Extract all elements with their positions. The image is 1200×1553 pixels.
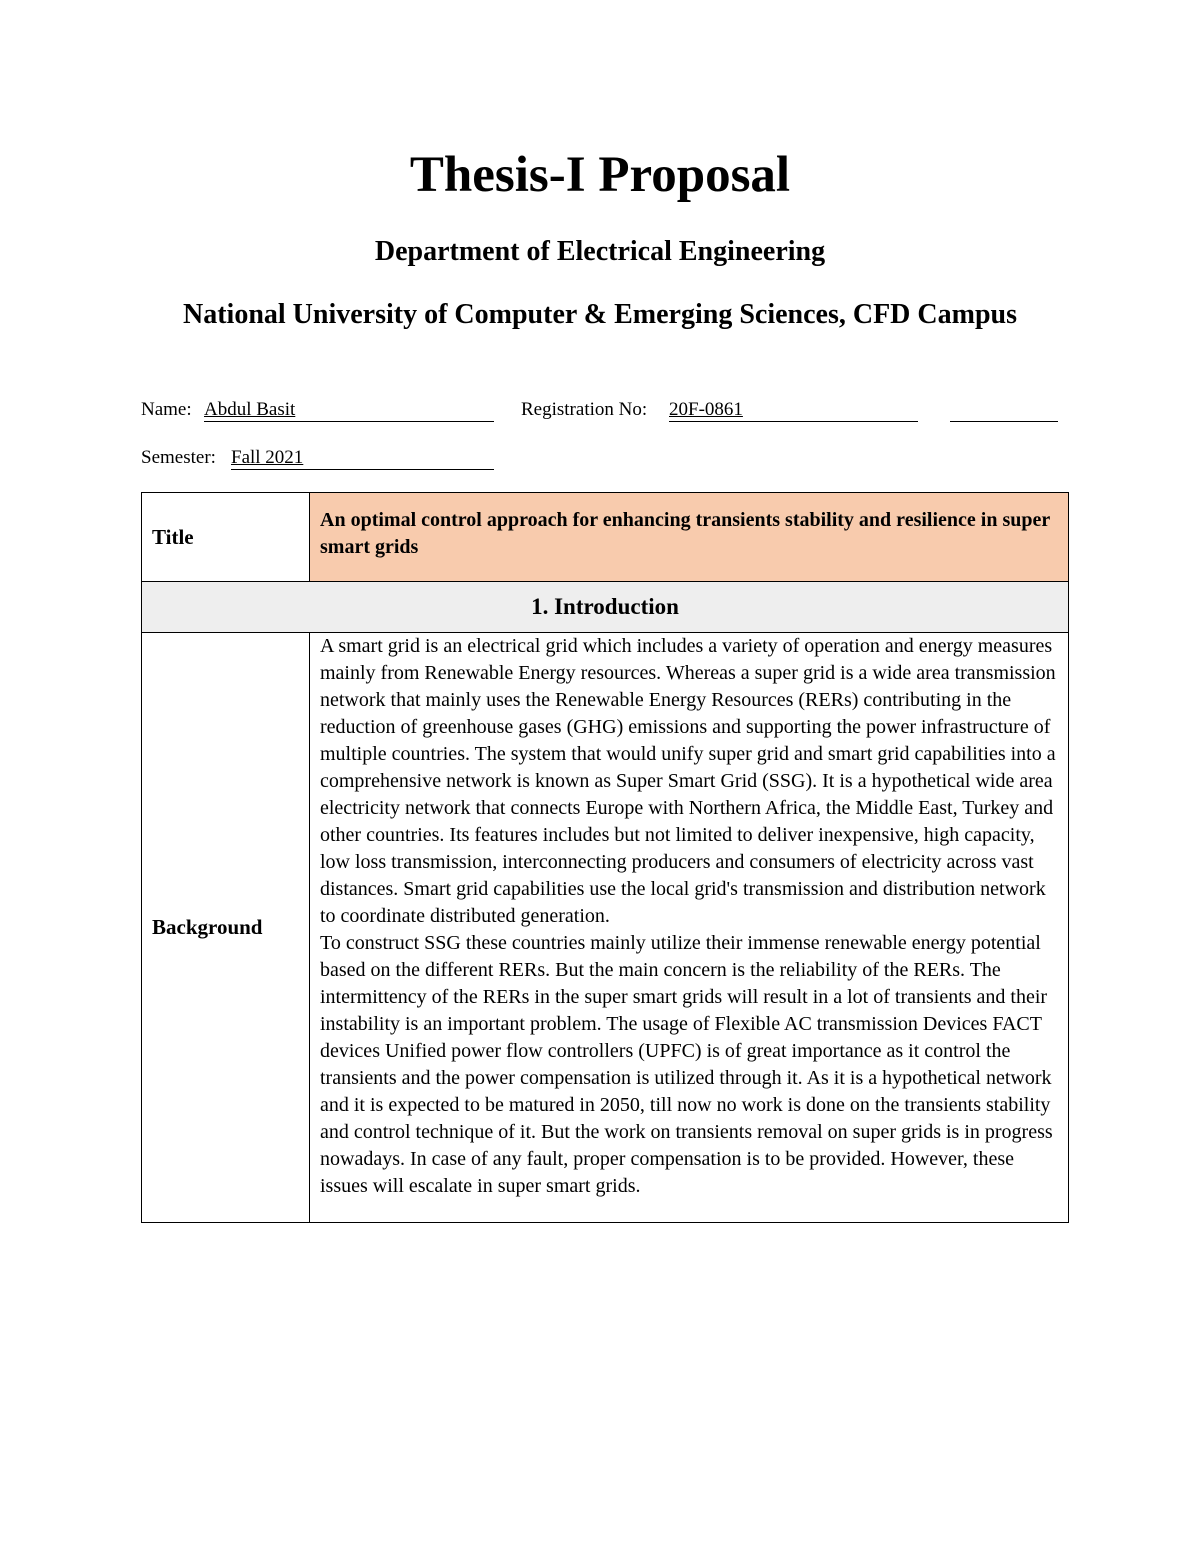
name-label: Name:	[141, 399, 192, 420]
name-field	[141, 398, 192, 422]
semester-value: Fall 2021	[231, 446, 494, 470]
blank-underline	[950, 420, 1058, 422]
background-paragraph: To construct SSG these countries mainly utilize their immense renewable energy potential based on the different RERs. But the main concern is the reliability of the RERs. The intermittency of the RERs in the super smart grids will result in a lot of transients and their instability is an important problem. The usage of Flexible AC transmission Devices FACT devices Unified power flow controllers (UPFC) is of great importance as it control the transients and the power compensation is utilized through it. As it is a hypothetical network and it is expected to be matured in 2050, till now no work is done on the transients stability and control technique of it. But the work on transients removal on super grids is in progress nowadays. In case of any fault, proper compensation is to be provided. However, these issues will escalate in super smart grids.	[320, 932, 1053, 1197]
proposal-table	[141, 492, 1069, 1223]
background-row	[142, 633, 1069, 1223]
title-row	[142, 493, 1069, 582]
background-text	[310, 633, 1069, 1223]
semester-label: Semester:	[141, 447, 216, 468]
section-heading-introduction: 1. Introduction	[142, 582, 1069, 633]
document-title: Thesis-I Proposal	[409, 147, 791, 203]
title-label: Title	[142, 493, 310, 582]
title-value: An optimal control approach for enhancing transients stability and resilience in super smart grids	[310, 493, 1069, 582]
background-paragraph: A smart grid is an electrical grid which includes a variety of operation and energy measures mainly from Renewable Energy resources. Whereas a super grid is a wide area transmission network that mainly uses the Renewable Energy Resources (RERs) contributing in the reduction of greenhouse gases (GHG) emissions and supporting the power infrastructure of multiple countries. The system that would unify super grid and smart grid capabilities into a comprehensive network is known as Super Smart Grid (SSG). It is a hypothetical wide area electricity network that connects Europe with Northern Africa, the Middle East, Turkey and other countries. Its features includes but not limited to deliver inexpensive, high capacity, low loss transmission, interconnecting producers and consumers of electricity across vast distances. Smart grid capabilities use the local grid's transmission and distribution network to coordinate distributed generation.	[320, 635, 1056, 927]
university-heading: National University of Computer & Emerging Sciences, CFD Campus	[183, 299, 1017, 330]
registration-value: 20F-0861	[669, 398, 918, 422]
registration-label: Registration No:	[521, 399, 648, 420]
name-value: Abdul Basit	[204, 398, 494, 422]
background-label: Background	[142, 633, 310, 1223]
semester-field	[141, 446, 216, 470]
registration-field	[521, 398, 647, 422]
department-heading: Department of Electrical Engineering	[374, 236, 826, 267]
section-row	[142, 582, 1069, 633]
